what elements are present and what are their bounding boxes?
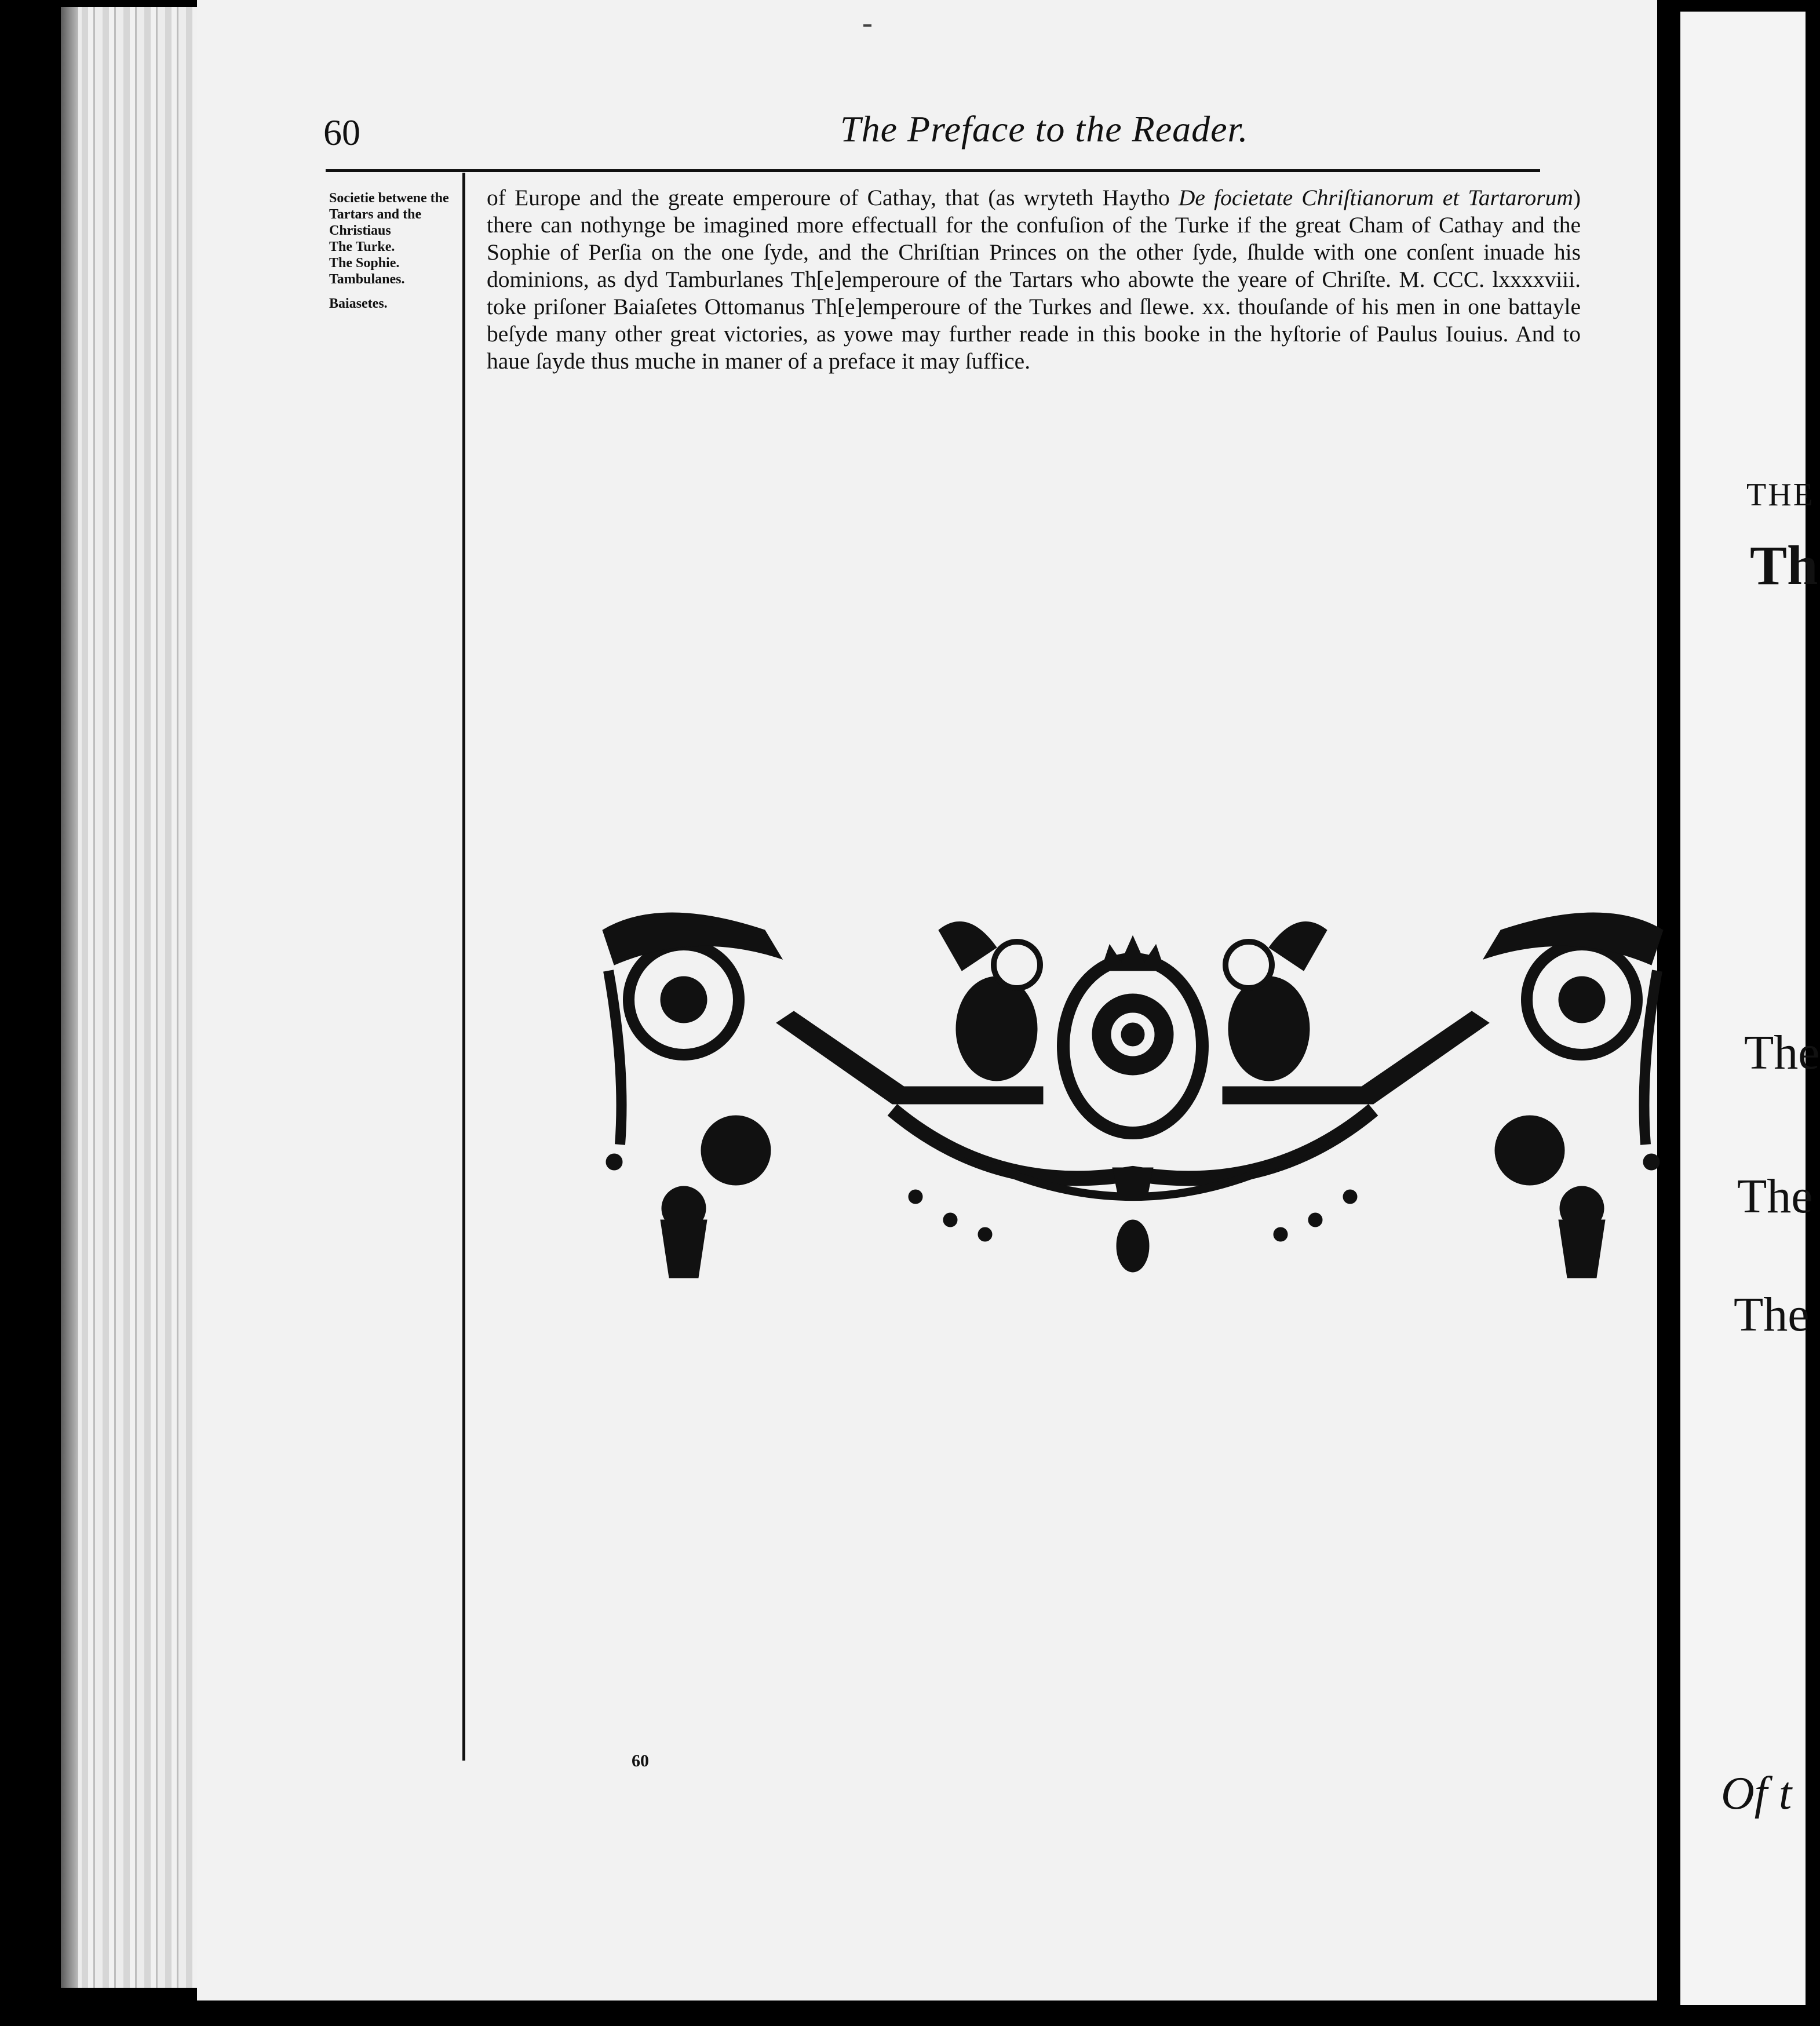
margin-note: Tambulanes. xyxy=(329,272,405,287)
page-edges xyxy=(61,7,197,1988)
margin-note: The Turke. xyxy=(329,239,395,254)
margin-note: Baiasetes. xyxy=(329,296,388,311)
binding-mark xyxy=(863,24,871,27)
body-paragraph xyxy=(487,184,1581,375)
body-text-part: of Europe and the greate emperoure of Cathay, that (as wryteth Haytho xyxy=(487,185,1179,210)
margin-rule xyxy=(462,173,465,1761)
margin-note: The Sophie. xyxy=(329,256,400,271)
right-page-text: Of t xyxy=(1721,1768,1792,1819)
header-rule xyxy=(326,169,1540,172)
page-number: 60 xyxy=(323,112,360,153)
right-page-text: The xyxy=(1737,1169,1813,1223)
page-edge-shadow xyxy=(61,7,78,1988)
body-text-italic: De focietate Chriſtianorum et Tartarorum xyxy=(1178,185,1573,210)
right-page-fragment xyxy=(1680,12,1820,2005)
margin-notes xyxy=(329,190,457,312)
ornamental-headpiece-icon xyxy=(591,895,1675,1278)
right-page-text: The xyxy=(1744,1026,1820,1080)
right-page-text: The xyxy=(1734,1288,1810,1342)
right-page-text: Th xyxy=(1750,534,1818,596)
folio-number: 60 xyxy=(632,1751,649,1770)
body-text-part: ) there can nothynge be imagined more effectuall for the confuſion of the Turke if the great Cham of Cathay and the Sophie of Perſia on the one ſyde, and the Chriſtian Princes on the other ſyde, ſhulde with one conſent inuade his dominions, as dyd Tamburlanes Th[e]emperoure of the Tartars who abowte the yeare of Chriſte. M. CCC. lxxxxviii. toke priſoner Baiaſetes Ottomanus Th[e]emperoure of the Turkes and ſlewe. xx. thouſande of his men in one battayle beſyde many other great victories, as yowe may further reade in this booke in the hyſtorie of Paulus Iouius. And to haue ſayde thus muche in maner of a preface it may ſuffice. xyxy=(487,185,1581,374)
left-page xyxy=(197,0,1657,2001)
running-head: The Preface to the Reader. xyxy=(840,108,1249,150)
margin-note: Societie betwene the Tartars and the Christiaus xyxy=(329,191,449,238)
right-page-text: THE xyxy=(1746,477,1815,513)
